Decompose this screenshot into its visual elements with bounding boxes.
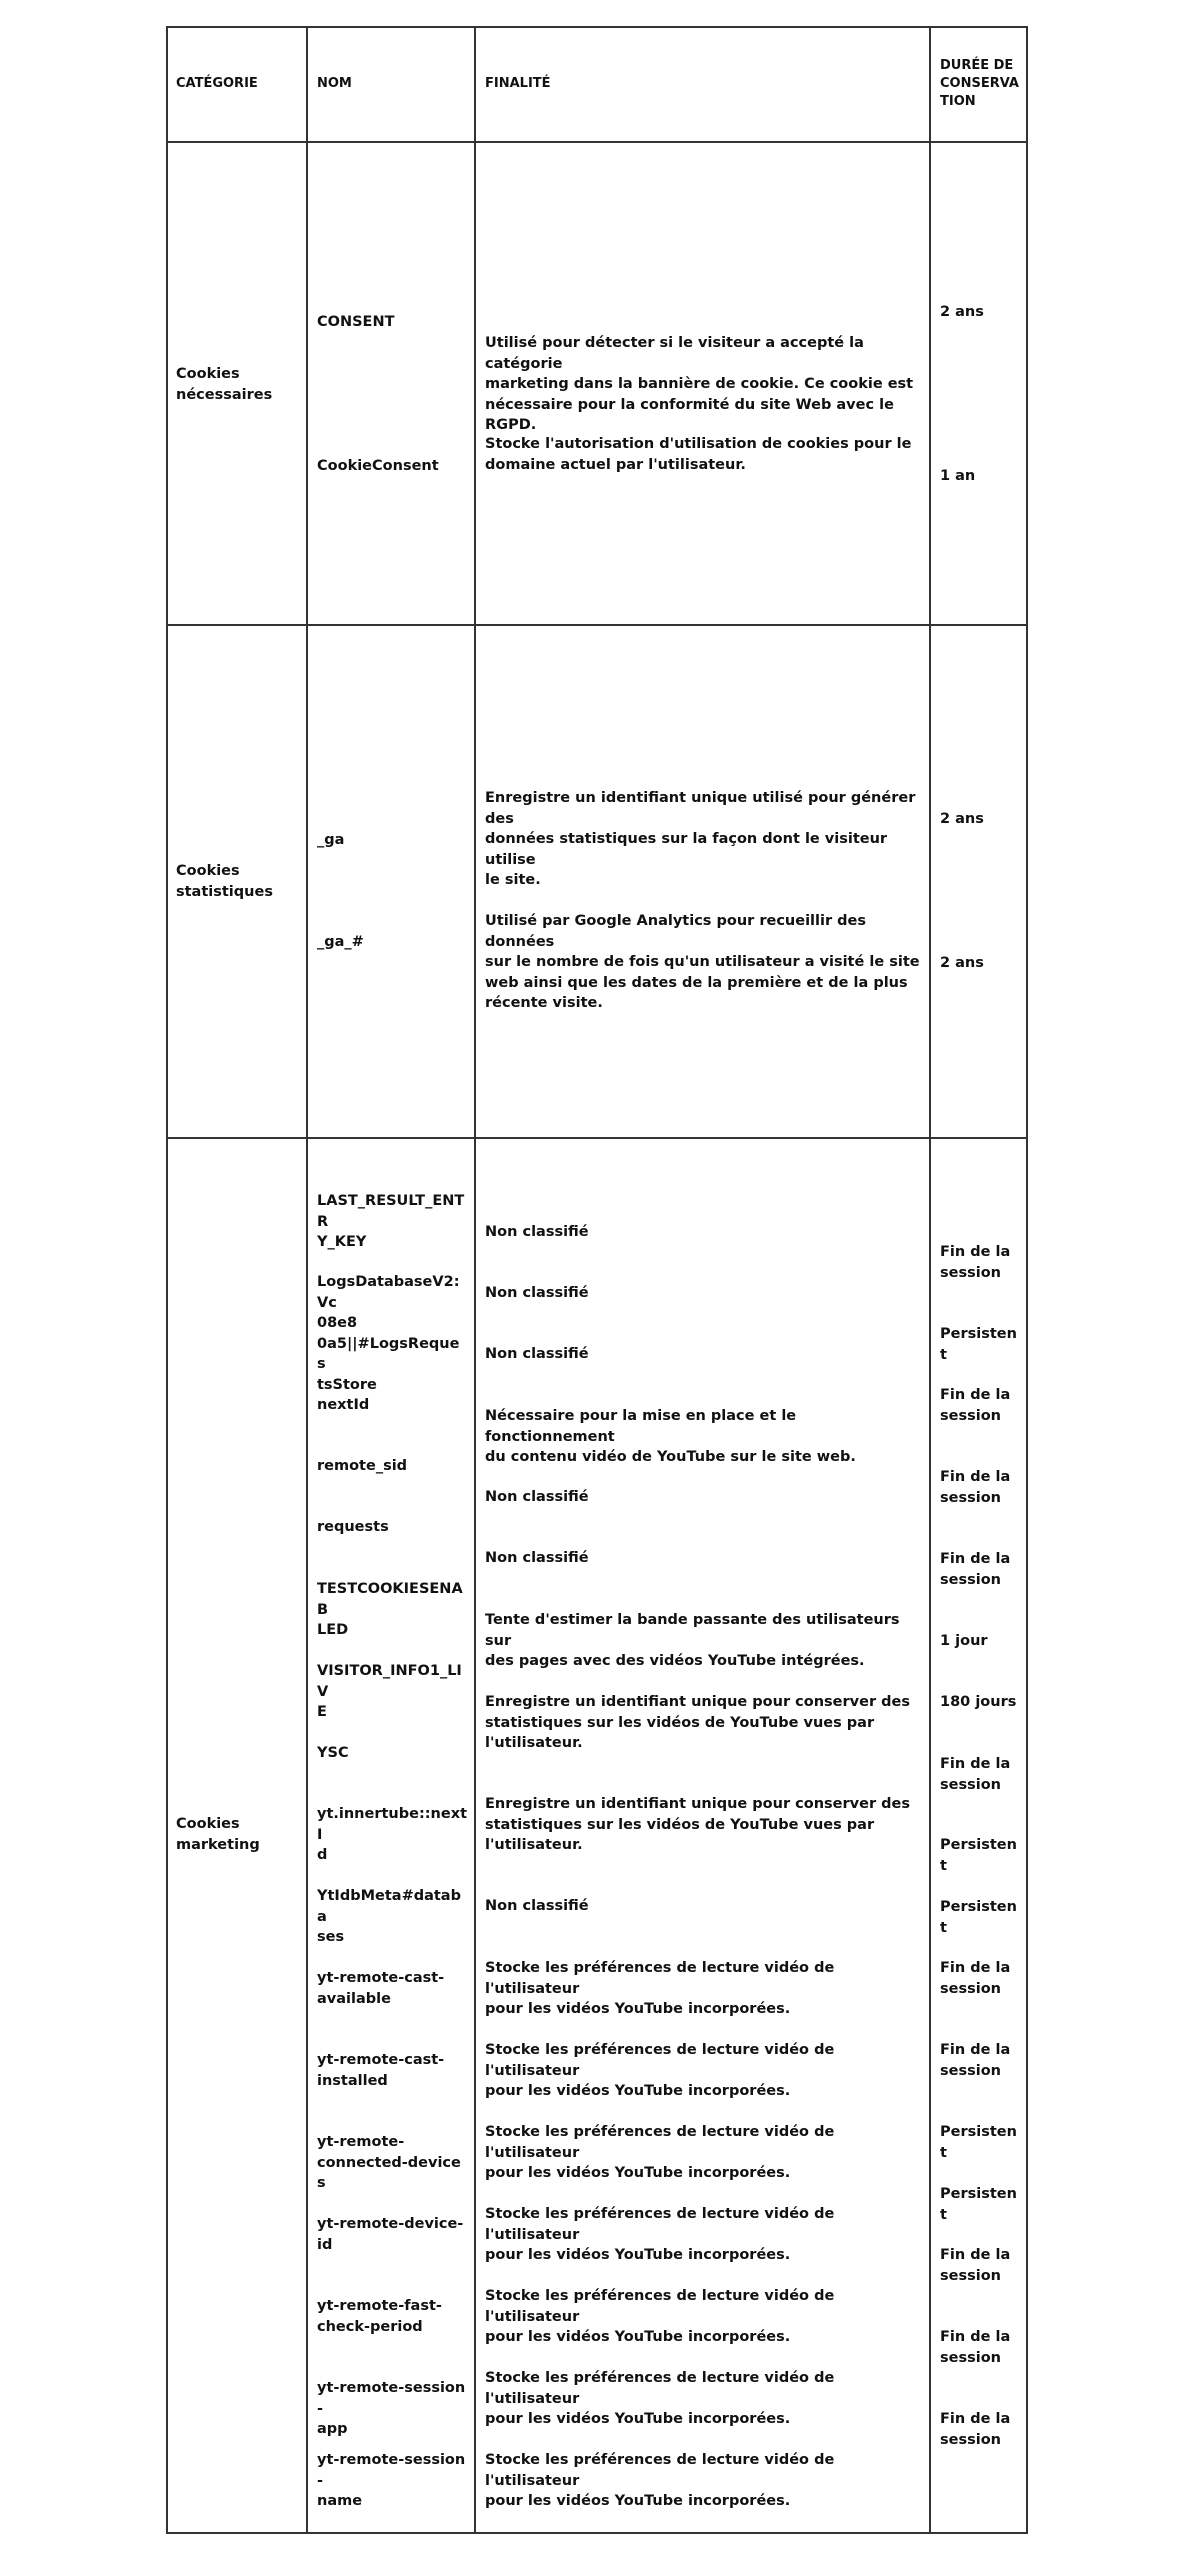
cookie-name: CONSENT xyxy=(317,314,395,330)
cookie-purpose: Non classifié xyxy=(485,1285,589,1301)
group-divider xyxy=(166,1137,1028,1139)
header-purpose: FINALITÉ xyxy=(485,76,551,91)
cookie-purpose: Stocke les préférences de lecture vidéo de l'utilisateur pour les vidéos YouTube incorporées. xyxy=(485,1960,835,2017)
cookie-name: TESTCOOKIESENAB LED xyxy=(317,1581,463,1638)
group-divider xyxy=(166,624,1028,626)
table-border-top xyxy=(166,26,1028,28)
cookie-duration: 1 an xyxy=(940,468,976,484)
cookie-purpose: Nécessaire pour la mise en place et le fonctionnement du contenu vidéo de YouTube sur le site web. xyxy=(485,1408,856,1465)
category-label: Cookies marketing xyxy=(176,1816,260,1853)
cookie-name: nextId xyxy=(317,1397,370,1413)
cookie-name: CookieConsent xyxy=(317,458,439,474)
header-duration: DURÉE DE CONSERVA TION xyxy=(940,58,1019,109)
cookie-purpose: Non classifié xyxy=(485,1489,589,1505)
cookie-duration: 2 ans xyxy=(940,304,984,320)
cookie-duration: Persistent xyxy=(940,2186,1017,2223)
column-divider xyxy=(929,26,931,2534)
cookie-purpose: Non classifié xyxy=(485,1224,589,1240)
cookie-name: VISITOR_INFO1_LIV E xyxy=(317,1663,462,1720)
cookie-purpose: Utilisé par Google Analytics pour recueillir des données sur le nombre de fois qu'un utilisateur a visité le site web ainsi que les dates de la première et de la plus récente visite. xyxy=(485,913,920,1011)
cookie-duration: Persistent xyxy=(940,1326,1017,1363)
cookie-purpose: Non classifié xyxy=(485,1898,589,1914)
cookie-duration: Fin de la session xyxy=(940,1244,1011,1281)
cookie-duration: Persistent xyxy=(940,1899,1017,1936)
header-name: NOM xyxy=(317,76,352,91)
cookie-name: yt-remote-session- app xyxy=(317,2380,466,2437)
cookie-duration: Fin de la session xyxy=(940,2411,1011,2448)
cookie-duration: Fin de la session xyxy=(940,2329,1011,2366)
cookie-duration: Fin de la session xyxy=(940,1387,1011,1424)
cookie-duration: Fin de la session xyxy=(940,1960,1011,1997)
cookie-name: _ga_# xyxy=(317,934,364,950)
cookie-duration: Fin de la session xyxy=(940,1756,1011,1793)
cookie-duration: 2 ans xyxy=(940,811,984,827)
cookie-purpose: Non classifié xyxy=(485,1346,589,1362)
column-divider xyxy=(474,26,476,2534)
cookie-duration: Persistent xyxy=(940,2124,1017,2161)
cookie-duration: 1 jour xyxy=(940,1633,988,1649)
cookie-name: yt.innertube::nextI d xyxy=(317,1806,467,1863)
cookie-purpose: Stocke l'autorisation d'utilisation de cookies pour le domaine actuel par l'utilisateur. xyxy=(485,436,912,473)
cookie-purpose: Stocke les préférences de lecture vidéo de l'utilisateur pour les vidéos YouTube incorporées. xyxy=(485,2124,835,2181)
cookie-duration: Persistent xyxy=(940,1837,1017,1874)
cookie-name: remote_sid xyxy=(317,1458,408,1474)
table-border-bottom xyxy=(166,2532,1028,2534)
cookie-name: yt-remote- connected-devices xyxy=(317,2134,461,2191)
cookie-purpose: Stocke les préférences de lecture vidéo de l'utilisateur pour les vidéos YouTube incorporées. xyxy=(485,2042,835,2099)
cookie-duration: Fin de la session xyxy=(940,2042,1011,2079)
cookie-name: YtIdbMeta#databa ses xyxy=(317,1888,461,1945)
cookie-purpose: Non classifié xyxy=(485,1550,589,1566)
category-label: Cookies statistiques xyxy=(176,863,273,900)
cookie-name: yt-remote-fast- check-period xyxy=(317,2298,442,2335)
cookie-name: _ga xyxy=(317,832,345,848)
cookie-name: LogsDatabaseV2:Vc 08e8 0a5||#LogsReques tsStore xyxy=(317,1274,460,1393)
cookie-purpose: Enregistre un identifiant unique pour conserver des statistiques sur les vidéos de YouTube vues par l'utilisateur. xyxy=(485,1694,910,1751)
cookie-purpose: Tente d'estimer la bande passante des utilisateurs sur des pages avec des vidéos YouTube intégrées. xyxy=(485,1612,900,1669)
cookie-purpose: Stocke les préférences de lecture vidéo de l'utilisateur pour les vidéos YouTube incorporées. xyxy=(485,2452,835,2509)
cookie-duration: Fin de la session xyxy=(940,1551,1011,1588)
cookie-name: YSC xyxy=(317,1745,349,1761)
header-row-divider xyxy=(166,141,1028,143)
cookie-purpose: Stocke les préférences de lecture vidéo de l'utilisateur pour les vidéos YouTube incorporées. xyxy=(485,2370,835,2427)
cookie-purpose: Enregistre un identifiant unique utilisé pour générer des données statistiques sur la façon dont le visiteur utilise le site. xyxy=(485,790,916,888)
column-divider xyxy=(306,26,308,2534)
table-border-left xyxy=(166,26,168,2534)
cookie-name: LAST_RESULT_ENTR Y_KEY xyxy=(317,1193,465,1250)
table-border-right xyxy=(1026,26,1028,2534)
cookie-purpose: Utilisé pour détecter si le visiteur a accepté la catégorie marketing dans la bannière de cookie. Ce cookie est nécessaire pour la conformité du site Web avec le RGPD. xyxy=(485,335,914,433)
cookie-name: yt-remote-session- name xyxy=(317,2452,466,2509)
cookie-name: yt-remote-device- id xyxy=(317,2216,464,2253)
category-label: Cookies nécessaires xyxy=(176,366,273,403)
cookie-purpose: Enregistre un identifiant unique pour conserver des statistiques sur les vidéos de YouTube vues par l'utilisateur. xyxy=(485,1796,910,1853)
cookie-duration: 180 jours xyxy=(940,1694,1017,1710)
cookie-purpose: Stocke les préférences de lecture vidéo de l'utilisateur pour les vidéos YouTube incorporées. xyxy=(485,2288,835,2345)
cookie-duration: Fin de la session xyxy=(940,2247,1011,2284)
header-category: CATÉGORIE xyxy=(176,76,258,91)
cookie-name: yt-remote-cast- installed xyxy=(317,2052,445,2089)
cookie-name: yt-remote-cast- available xyxy=(317,1970,445,2007)
cookie-duration: Fin de la session xyxy=(940,1469,1011,1506)
cookie-duration: 2 ans xyxy=(940,955,984,971)
cookie-purpose: Stocke les préférences de lecture vidéo de l'utilisateur pour les vidéos YouTube incorporées. xyxy=(485,2206,835,2263)
cookie-name: requests xyxy=(317,1519,389,1535)
